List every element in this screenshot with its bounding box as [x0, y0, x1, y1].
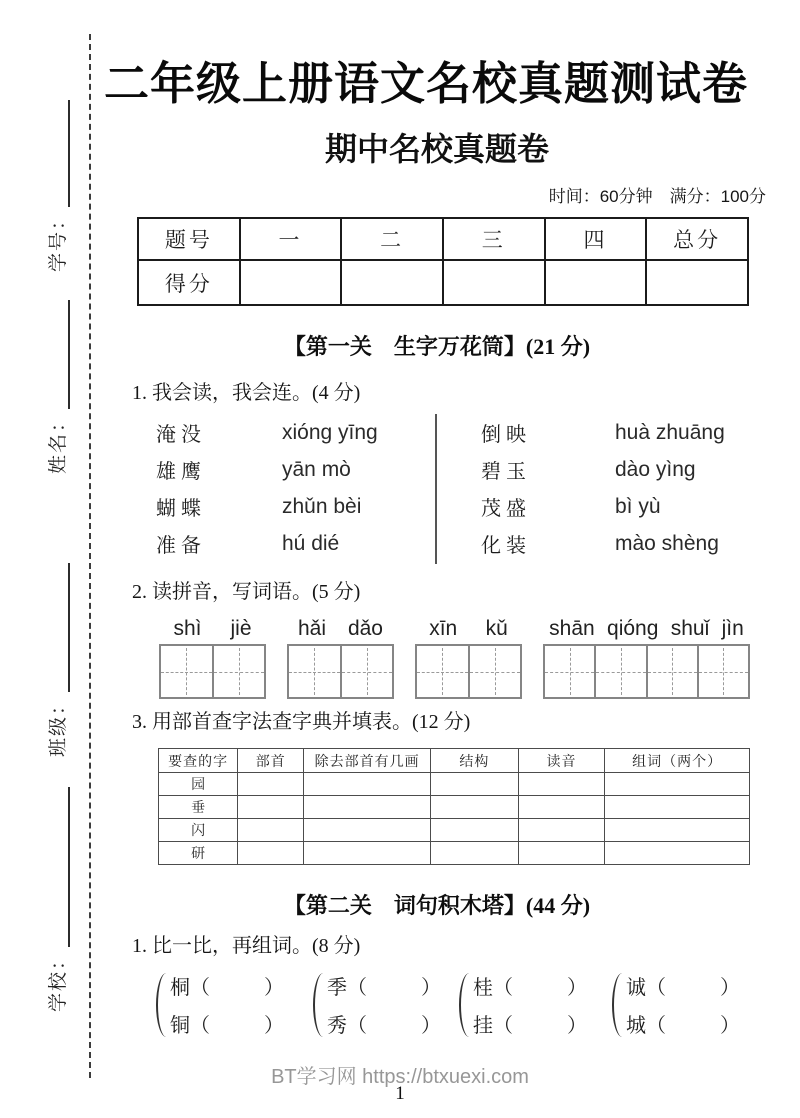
writing-cell: [214, 646, 265, 697]
close-paren: ）: [264, 1015, 284, 1038]
score-empty-cell: [545, 260, 647, 305]
pinyin-group: [543, 615, 750, 699]
match-row: [437, 451, 770, 488]
pinyin-group: [159, 615, 266, 699]
dict-empty-cell: [304, 773, 430, 796]
close-paren: ）: [421, 1015, 441, 1038]
score-table-score-row: [138, 260, 748, 305]
dict-character-cell: 垂: [159, 796, 238, 819]
word-pair-group: [612, 972, 752, 1038]
section1-q3-text: 3. 用部首查字法查字典并填表。(12 分): [132, 711, 471, 734]
dict-header-cell: 读音: [518, 749, 604, 773]
pinyin-syllable: jiè: [230, 617, 252, 641]
writing-cell: [342, 646, 393, 697]
main-content: [104, 0, 770, 1038]
dict-empty-cell: [238, 773, 304, 796]
page-number: 1: [395, 1083, 405, 1104]
pair-row: [170, 972, 284, 1000]
score-header-cell: 三: [443, 218, 545, 260]
pinyin-label: [543, 615, 750, 644]
pair-rows: [170, 972, 284, 1038]
pinyin-syllable: qióng: [607, 617, 659, 641]
brace-icon: [156, 973, 167, 1037]
match-pinyin: huà zhuāng: [615, 420, 725, 444]
pair-rows: [626, 972, 740, 1038]
score-empty-cell: [240, 260, 342, 305]
student-id-blank-line: [50, 100, 70, 207]
school-blank-line: [50, 787, 70, 947]
school-label: 学校：: [48, 948, 69, 1012]
score-empty-cell: [646, 260, 748, 305]
section2-heading: 【第二关 词句积木塔】(44 分): [283, 893, 591, 919]
writing-grid: [543, 644, 750, 699]
sidebar-field-class: [46, 563, 70, 757]
pair-character: 城: [626, 1015, 646, 1038]
writing-cell: [289, 646, 342, 697]
word-pair-group: [459, 972, 612, 1038]
score-header-cell: 一: [240, 218, 342, 260]
score-header-cell: 二: [341, 218, 443, 260]
match-pinyin: yān mò: [282, 457, 351, 481]
pinyin-label: [159, 615, 266, 644]
pair-character: 季: [327, 977, 347, 1000]
pair-character: 挂: [473, 1015, 493, 1038]
pinyin-syllable: hǎi: [297, 617, 326, 641]
pinyin-label: [415, 615, 522, 644]
dict-character-cell: 闪: [159, 819, 238, 842]
dashed-cut-line: [89, 34, 91, 1078]
dict-empty-cell: [304, 819, 430, 842]
dict-empty-cell: [605, 773, 750, 796]
open-paren: （: [646, 977, 666, 1000]
sidebar-field-school: [46, 787, 70, 1012]
close-paren: ）: [720, 1015, 740, 1038]
dict-header-cell: 除去部首有几画: [304, 749, 430, 773]
match-row: [437, 414, 770, 451]
pinyin-syllable: shuǐ: [670, 617, 710, 641]
match-pinyin: zhǔn bèi: [282, 494, 362, 518]
score-empty-cell: [341, 260, 443, 305]
writing-cell: [545, 646, 596, 697]
match-pinyin: bì yù: [615, 494, 661, 518]
writing-grid: [415, 644, 522, 699]
sidebar-field-student-id: [46, 100, 70, 272]
close-paren: ）: [567, 977, 587, 1000]
dict-empty-cell: [430, 796, 518, 819]
dict-table-row: [159, 796, 750, 819]
match-word: 淹没: [156, 424, 206, 447]
pinyin-label: [287, 615, 394, 644]
open-paren: （: [347, 1015, 367, 1038]
page-title: 二年级上册语文名校真题测试卷: [104, 58, 749, 109]
dict-header-cell: 结构: [430, 749, 518, 773]
match-pinyin: hú dié: [282, 531, 340, 555]
word-pair-group: [313, 972, 459, 1038]
pair-character: 桐: [170, 977, 190, 1000]
writing-cell: [417, 646, 470, 697]
dict-header-cell: 部首: [238, 749, 304, 773]
score-header-cell: 四: [545, 218, 647, 260]
pinyin-syllable: shì: [173, 617, 202, 641]
match-word: 倒映: [481, 424, 531, 447]
brace-icon: [612, 973, 623, 1037]
match-word: 茂盛: [481, 498, 531, 521]
dict-empty-cell: [518, 773, 604, 796]
name-label: 姓名：: [48, 410, 69, 474]
open-paren: （: [493, 977, 513, 1000]
class-blank-line: [50, 563, 70, 692]
brace-icon: [313, 973, 324, 1037]
match-pinyin: dào yìng: [615, 457, 696, 481]
dict-empty-cell: [605, 796, 750, 819]
section2-q1-text: 1. 比一比，再组词。(8 分): [132, 934, 361, 957]
pair-row: [327, 972, 441, 1000]
dict-table-row: [159, 819, 750, 842]
name-blank-line: [50, 300, 70, 409]
close-paren: ）: [264, 977, 284, 1000]
compare-words-exercise: [156, 972, 770, 1038]
matching-exercise: [104, 414, 770, 564]
match-row: [104, 451, 435, 488]
close-paren: ）: [567, 1015, 587, 1038]
writing-grid: [159, 644, 266, 699]
writing-cell: [648, 646, 699, 697]
score-table-header-row: [138, 218, 748, 260]
student-id-label: 学号：: [48, 208, 69, 272]
pair-row: [473, 1010, 587, 1038]
dict-empty-cell: [238, 819, 304, 842]
exam-time-score-info: 时间：60分钟 满分：100分: [548, 187, 766, 207]
word-pair-group: [156, 972, 313, 1038]
matching-right-column: [437, 414, 770, 564]
match-pinyin: mào shèng: [615, 531, 719, 555]
dict-empty-cell: [238, 796, 304, 819]
dict-table-row: [159, 773, 750, 796]
dict-empty-cell: [518, 819, 604, 842]
open-paren: （: [190, 977, 210, 1000]
section1-heading: 【第一关 生字万花筒】(21 分): [283, 334, 591, 360]
watermark-text: BT学习网 https://btxuexi.com: [271, 1066, 529, 1088]
open-paren: （: [190, 1015, 210, 1038]
dict-empty-cell: [430, 773, 518, 796]
writing-cell: [596, 646, 647, 697]
open-paren: （: [493, 1015, 513, 1038]
pair-character: 桂: [473, 977, 493, 1000]
pinyin-writing-exercise: [159, 615, 770, 699]
pinyin-syllable: jìn: [721, 617, 744, 641]
writing-cell: [161, 646, 214, 697]
match-row: [104, 488, 435, 525]
match-row: [104, 414, 435, 451]
pinyin-group: [287, 615, 394, 699]
match-row: [104, 525, 435, 562]
pair-row: [626, 972, 740, 1000]
match-row: [437, 488, 770, 525]
pair-rows: [327, 972, 441, 1038]
pair-character: 秀: [327, 1015, 347, 1038]
open-paren: （: [347, 977, 367, 1000]
pair-row: [626, 1010, 740, 1038]
match-word: 碧玉: [481, 461, 531, 484]
page-subtitle: 期中名校真题卷: [324, 130, 549, 167]
pair-character: 铜: [170, 1015, 190, 1038]
score-header-cell: 总分: [646, 218, 748, 260]
section1-q1-text: 1. 我会读，我会连。(4 分): [132, 382, 361, 405]
class-label: 班级：: [48, 693, 69, 757]
dict-empty-cell: [430, 842, 518, 865]
sidebar-field-name: [46, 300, 70, 474]
match-word: 化装: [481, 535, 531, 558]
dict-empty-cell: [430, 819, 518, 842]
dict-empty-cell: [518, 796, 604, 819]
matching-left-column: [104, 414, 437, 564]
pair-rows: [473, 972, 587, 1038]
dict-character-cell: 园: [159, 773, 238, 796]
pinyin-syllable: shān: [549, 617, 595, 641]
dict-empty-cell: [304, 796, 430, 819]
writing-cell: [470, 646, 521, 697]
writing-cell: [699, 646, 748, 697]
dict-empty-cell: [238, 842, 304, 865]
close-paren: ）: [421, 977, 441, 1000]
dict-empty-cell: [304, 842, 430, 865]
dict-empty-cell: [605, 842, 750, 865]
score-empty-cell: [443, 260, 545, 305]
dict-header-cell: 组词（两个）: [605, 749, 750, 773]
pinyin-syllable: dǎo: [347, 617, 383, 641]
section1-q2-text: 2. 读拼音，写词语。(5 分): [132, 581, 361, 604]
match-word: 蝴蝶: [156, 498, 206, 521]
score-header-cell: 题号: [138, 218, 240, 260]
writing-grid: [287, 644, 394, 699]
dict-table-header-row: [159, 749, 750, 773]
dict-header-cell: 要查的字: [159, 749, 238, 773]
open-paren: （: [646, 1015, 666, 1038]
match-row: [437, 525, 770, 562]
match-pinyin: xióng yīng: [282, 420, 378, 444]
pinyin-group: [415, 615, 522, 699]
pinyin-syllable: kǔ: [485, 617, 508, 641]
dict-empty-cell: [518, 842, 604, 865]
close-paren: ）: [720, 977, 740, 1000]
score-row-label: 得分: [138, 260, 240, 305]
pair-character: 诚: [626, 977, 646, 1000]
match-word: 雄鹰: [156, 461, 206, 484]
pair-row: [170, 1010, 284, 1038]
dict-empty-cell: [605, 819, 750, 842]
match-word: 准备: [156, 535, 206, 558]
pair-row: [473, 972, 587, 1000]
dictionary-lookup-table: [158, 748, 750, 865]
score-table: [137, 217, 749, 306]
pinyin-syllable: xīn: [429, 617, 458, 641]
brace-icon: [459, 973, 470, 1037]
pair-row: [327, 1010, 441, 1038]
dict-character-cell: 研: [159, 842, 238, 865]
dict-table-row: [159, 842, 750, 865]
